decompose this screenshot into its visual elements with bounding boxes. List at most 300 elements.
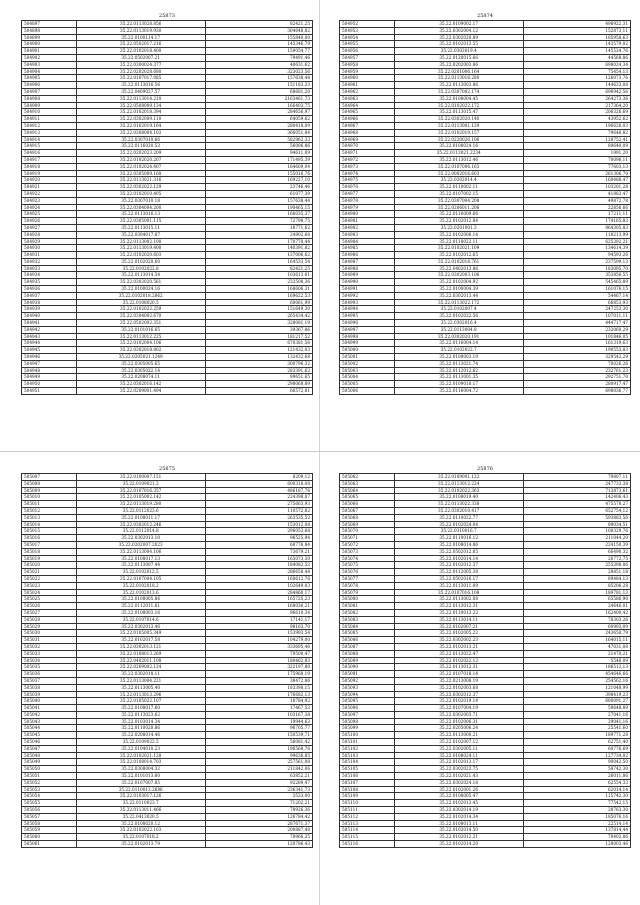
registry-number: 505052	[22, 779, 77, 786]
table-row	[340, 252, 631, 259]
cadastral-number: 35.22.0202028.680	[76, 68, 205, 75]
registry-number: 505069	[340, 521, 395, 528]
cadastral-number: 35.22.0109001.122	[394, 474, 523, 481]
registry-number: 504981	[340, 218, 395, 225]
cadastral-value: 698024,34	[523, 61, 630, 68]
cadastral-value: 166035,37	[205, 211, 312, 218]
table-row	[22, 732, 313, 739]
cadastral-number: 35.22.0113019.400	[76, 245, 205, 252]
registry-number: 504958	[340, 61, 395, 68]
cadastral-value: 18784,92	[205, 698, 312, 705]
table-row	[340, 745, 631, 752]
registry-number: 505046	[22, 739, 77, 746]
cadastral-number: 35.22.0102013.21	[394, 643, 523, 650]
cadastral-value: 224398,07	[205, 494, 312, 501]
cadastral-number: 35.22.0100004.39	[394, 286, 523, 293]
cadastral-value: 39367,86	[205, 326, 312, 333]
cadastral-value: 304648,82	[205, 27, 312, 34]
table-row	[22, 643, 313, 650]
cadastral-number: 35.22.0113012.31	[394, 664, 523, 671]
cadastral-value: 120786,43	[205, 841, 312, 848]
registry-number: 505088	[340, 650, 395, 657]
cadastral-value: 18771,62	[205, 224, 312, 231]
cadastral-number: 35.22.0107006.163	[394, 163, 523, 170]
cadastral-value: 72798,75	[205, 218, 312, 225]
cadastral-value: 89484,13	[523, 575, 630, 582]
cadastral-number: 35.22.0103014.34	[76, 718, 205, 725]
cadastral-number: 35.22.0213008.19	[394, 677, 523, 684]
cadastral-number: 35.22.0202007.2023	[76, 541, 205, 548]
cadastral-number: 35.22.0205006.24	[394, 725, 523, 732]
table-row	[340, 360, 631, 367]
cadastral-number: 35.22.0102019.157	[394, 129, 523, 136]
cadastral-number: 35.22.0102014.14	[394, 555, 523, 562]
cadastral-number: 35.22.0102019.14	[394, 698, 523, 705]
cadastral-value: 68681,20	[205, 88, 312, 95]
registry-number: 505012	[22, 507, 77, 514]
register-table	[21, 473, 313, 848]
cadastral-number: 35.22.0102019.164	[76, 122, 205, 129]
cadastral-value: 66853,93	[523, 299, 630, 306]
table-row	[340, 340, 631, 347]
cadastral-number: 35.22.0113012.31	[394, 603, 523, 610]
table-row	[22, 286, 313, 293]
cadastral-number: 35.22.0307010.18	[76, 197, 205, 204]
cadastral-number: 35.22.0305001.115	[76, 218, 205, 225]
table-row	[22, 340, 313, 347]
table-row	[340, 555, 631, 562]
registry-number: 505031	[22, 637, 77, 644]
registry-number: 505043	[22, 718, 77, 725]
cadastral-number: 35.22.0113004.8	[394, 326, 523, 333]
table-row	[22, 68, 313, 75]
cadastral-number: 35.22.0302013.46	[76, 623, 205, 630]
registry-number: 505081	[340, 603, 395, 610]
table-row	[340, 786, 631, 793]
table-row	[340, 41, 631, 48]
cadastral-value: 41883,47	[523, 190, 630, 197]
table-row	[340, 603, 631, 610]
cadastral-number: 35.22.0102020.60	[76, 258, 205, 265]
cadastral-number: 35.22.0102018.394	[76, 109, 205, 116]
table-row	[340, 501, 631, 508]
cadastral-number: 35.22.0103017.126	[76, 793, 205, 800]
cadastral-number: 35.22.0208074.11	[76, 374, 205, 381]
cadastral-number: 35.22.0304017.87	[76, 231, 205, 238]
cadastral-value: 185076,16	[523, 813, 630, 820]
cadastral-number: 35.22.0107014.6	[76, 616, 205, 623]
registry-number: 505057	[22, 813, 77, 820]
cadastral-number: 35.22.0002016.603	[394, 170, 523, 177]
cadastral-value: 670381,56	[205, 340, 312, 347]
registry-number: 504996	[340, 320, 395, 327]
cadastral-value: 127734,02	[523, 752, 630, 759]
registry-number: 505048	[22, 752, 77, 759]
table-row	[22, 575, 313, 582]
table-row	[22, 143, 313, 150]
cadastral-number: 35.22.0113014.54	[76, 272, 205, 279]
registry-number: 504929	[22, 238, 77, 245]
cadastral-value: 62554,33	[523, 779, 630, 786]
table-row	[22, 773, 313, 780]
cadastral-number: 35.22.0302013.10	[76, 535, 205, 542]
cadastral-value: 102649,03	[205, 582, 312, 589]
cadastral-number: 35.22.0108014.703	[76, 759, 205, 766]
cadastral-number: 35.22.0302003.106	[394, 272, 523, 279]
registry-number: 504991	[340, 286, 395, 293]
table-row	[340, 766, 631, 773]
cadastral-number: 35.22.0107018.14	[394, 671, 523, 678]
cadastral-value: 153012,08	[205, 521, 312, 528]
registry-number: 504937	[22, 292, 77, 299]
table-row	[22, 48, 313, 55]
registry-number: 504956	[340, 48, 395, 55]
cadastral-number: 35.22.0109002.17	[394, 21, 523, 28]
table-row	[22, 705, 313, 712]
table-row	[340, 677, 631, 684]
cadastral-value: 22514,14	[523, 820, 630, 827]
registry-number: 504975	[340, 177, 395, 184]
cadastral-number: 35.22.0108005.86	[76, 596, 205, 603]
cadastral-value: 261306,70	[523, 170, 630, 177]
table-row	[22, 684, 313, 691]
cadastral-number: 35.22.0107018.2	[76, 834, 205, 841]
cadastral-number: 35.22.0113019.930	[76, 27, 205, 34]
cadastral-value: 92289,47	[205, 779, 312, 786]
cadastral-value: 296053,68	[205, 528, 312, 535]
cadastral-value: 161319,63	[523, 340, 630, 347]
cadastral-value: 155016,76	[205, 170, 312, 177]
cadastral-number: 35.22.0302012.37	[394, 691, 523, 698]
register-table	[339, 20, 631, 395]
cadastral-value: 2163461,73	[205, 95, 312, 102]
registry-number: 504965	[340, 109, 395, 116]
cadastral-value: 101846,05	[523, 333, 630, 340]
cadastral-number: 35.22.0110016.12	[394, 535, 523, 542]
table-row	[340, 27, 631, 34]
table-row	[22, 671, 313, 678]
cadastral-number: 35.22.0102012.65	[394, 252, 523, 259]
table-row	[22, 224, 313, 231]
cadastral-number: 35.22.0102012.21	[394, 834, 523, 841]
registry-number: 504977	[340, 190, 395, 197]
cadastral-value: 233508,36	[205, 279, 312, 286]
table-row	[22, 480, 313, 487]
registry-number: 505025	[22, 596, 77, 603]
table-row	[340, 224, 631, 231]
cadastral-number: 35.22.0102022.363	[394, 487, 523, 494]
cadastral-value: 243650,79	[523, 630, 630, 637]
cadastral-number: 35.22.0413020.5	[76, 813, 205, 820]
table-row	[22, 650, 313, 657]
cadastral-value: 322197,80	[205, 664, 312, 671]
table-row	[340, 258, 631, 265]
cadastral-value: 160612,76	[205, 575, 312, 582]
registry-number: 505087	[340, 643, 395, 650]
registry-number: 504934	[22, 272, 77, 279]
table-row	[340, 231, 631, 238]
cadastral-number: 35.22.0113005.40	[76, 684, 205, 691]
cadastral-number: 35.22.0113013.296	[76, 691, 205, 698]
registry-number: 505018	[22, 548, 77, 555]
table-row	[340, 637, 631, 644]
cadastral-number: 35.22.0107016.357	[76, 487, 205, 494]
table-row	[340, 211, 631, 218]
table-row	[340, 388, 631, 395]
table-row	[22, 95, 313, 102]
registry-number: 504954	[340, 34, 395, 41]
cadastral-value: 96525,94	[205, 535, 312, 542]
cadastral-number: 35.22.0102017.58	[76, 637, 205, 644]
cadastral-number: 35.22.0110002.11	[394, 184, 523, 191]
cadastral-value: 333695,46	[205, 643, 312, 650]
cadastral-value: 24902,68	[205, 231, 312, 238]
table-row	[340, 841, 631, 848]
registry-number: 504900	[22, 41, 77, 48]
cadastral-value: 96705,77	[205, 725, 312, 732]
table-row	[22, 779, 313, 786]
registry-number: 504967	[340, 122, 395, 129]
table-row	[340, 54, 631, 61]
cadastral-number: 35.22.0302022.129	[76, 184, 205, 191]
table-row	[22, 184, 313, 191]
cadastral-number: 35.22.0108003.16	[76, 609, 205, 616]
cadastral-value: 165725,23	[205, 596, 312, 603]
cadastral-number: 35.22.0205021.1249	[76, 354, 205, 361]
table-row	[340, 136, 631, 143]
register-table	[339, 473, 631, 848]
table-row	[22, 258, 313, 265]
registry-number: 505101	[340, 739, 395, 746]
table-row	[22, 711, 313, 718]
cadastral-number: 35.22.0100114.17	[76, 34, 205, 41]
registry-number: 505106	[340, 773, 395, 780]
registry-number: 505098	[340, 718, 395, 725]
cadastral-number: 35.22.0102013.55	[394, 41, 523, 48]
registry-number: 505008	[22, 480, 77, 487]
cadastral-number: 35.22.0102021.43	[394, 773, 523, 780]
cadastral-number: 35.22.0502007.21	[76, 54, 205, 61]
registry-number: 505042	[22, 711, 77, 718]
cadastral-number: 35.22.0113021.316	[76, 177, 205, 184]
table-row	[22, 494, 313, 501]
cadastral-number: 35.22.0110013.2686	[76, 786, 205, 793]
registry-number: 505077	[340, 575, 395, 582]
table-row	[340, 671, 631, 678]
registry-number: 505068	[340, 514, 395, 521]
table-row	[340, 116, 631, 123]
cadastral-value: 70096,11	[523, 156, 630, 163]
table-row	[340, 535, 631, 542]
cadastral-number: 35.22.0102018.2	[76, 582, 205, 589]
cadastral-number: 35.22.0102022.172	[394, 102, 523, 109]
cadastral-number: 35.22.0302016.142	[76, 381, 205, 388]
registry-number: 505105	[340, 766, 395, 773]
cadastral-value: 164533,54	[205, 258, 312, 265]
cadastral-number: 35.22.0304002.670	[76, 313, 205, 320]
cadastral-value: 60993,09	[523, 623, 630, 630]
table-row	[340, 779, 631, 786]
cadastral-number: 35.22.0307002.174	[394, 88, 523, 95]
table-row	[340, 562, 631, 569]
page-divider-vertical	[319, 0, 320, 905]
registry-number: 505107	[340, 779, 395, 786]
cadastral-number: 35.22.0220026.106	[394, 136, 523, 143]
cadastral-number: 35.22.0107017.085	[76, 75, 205, 82]
table-row	[340, 197, 631, 204]
registry-number: 505060	[22, 834, 77, 841]
table-row	[340, 827, 631, 834]
table-row	[340, 190, 631, 197]
cadastral-number: 35.22.0100007.151	[76, 474, 205, 481]
table-row	[340, 170, 631, 177]
cadastral-value: 85206,28	[523, 582, 630, 589]
cadastral-value: 625392,21	[523, 238, 630, 245]
registry-number: 504917	[22, 156, 77, 163]
cadastral-value: 28851,18	[523, 569, 630, 576]
table-row	[340, 129, 631, 136]
cadastral-value: 79646,82	[523, 129, 630, 136]
registry-number: 504943	[22, 333, 77, 340]
registry-number: 505114	[340, 827, 395, 834]
registry-number: 504907	[22, 88, 77, 95]
table-row	[22, 637, 313, 644]
cadastral-value: 713873,61	[523, 487, 630, 494]
registry-number: 504922	[22, 190, 77, 197]
registry-number: 504995	[340, 313, 395, 320]
page-title: 25876	[477, 466, 493, 472]
cadastral-number: 35.22.0113011.466	[76, 807, 205, 814]
registry-number: 505075	[340, 562, 395, 569]
cadastral-value: 600318,08	[205, 480, 312, 487]
registry-number: 504944	[22, 340, 77, 347]
cadastral-number: 35.22.0102024.407	[76, 163, 205, 170]
cadastral-value: 329542,29	[523, 354, 630, 361]
table-row	[340, 800, 631, 807]
cadastral-value: 70026,26	[523, 360, 630, 367]
cadastral-value: 58742,30	[523, 766, 630, 773]
cadastral-number: 35.22.0201001.3	[394, 224, 523, 231]
table-row	[340, 691, 631, 698]
cadastral-number: 35.22.0102021.128	[76, 752, 205, 759]
cadastral-value: 153993,54	[205, 630, 312, 637]
table-row	[340, 664, 631, 671]
cadastral-number: 35.22.0302018.11	[76, 671, 205, 678]
table-row	[340, 21, 631, 28]
cadastral-number: 35.22.0108013.269	[76, 650, 205, 657]
registry-number: 505021	[22, 569, 77, 576]
table-row	[340, 102, 631, 109]
cadastral-number: 35.22.0108013.11	[394, 820, 523, 827]
register-page-3	[21, 465, 313, 848]
registry-number: 505034	[22, 657, 77, 664]
table-row	[22, 238, 313, 245]
cadastral-number: 35.22.0305022.14	[76, 367, 205, 374]
registry-number: 504923	[22, 197, 77, 204]
cadastral-value: 162400,42	[523, 609, 630, 616]
registry-number: 504901	[22, 48, 77, 55]
registry-number: 504957	[340, 54, 395, 61]
table-row	[22, 354, 313, 361]
cadastral-value: 166403,75	[205, 102, 312, 109]
registry-number: 504916	[22, 150, 77, 157]
cadastral-value: 263535,52	[205, 514, 312, 521]
cadastral-value: 3533,00	[205, 793, 312, 800]
cadastral-value: 5546,09	[523, 657, 630, 664]
registry-number: 505109	[340, 793, 395, 800]
cadastral-value: 82421,25	[205, 21, 312, 28]
table-row	[340, 575, 631, 582]
cadastral-number: 35.22.0102013.17	[394, 759, 523, 766]
registry-number: 505023	[22, 582, 77, 589]
cadastral-value: 283391,62	[205, 367, 312, 374]
table-row	[22, 279, 313, 286]
cadastral-value: 200887,48	[205, 827, 312, 834]
cadastral-value: 26011,86	[523, 773, 630, 780]
table-row	[22, 374, 313, 381]
table-row	[340, 807, 631, 814]
cadastral-number: 35.22.0113012.224	[394, 480, 523, 487]
cadastral-number: 35.22.0102018.761	[394, 258, 523, 265]
registry-number: 504994	[340, 306, 395, 313]
register-page-1	[21, 12, 313, 395]
cadastral-number: 35.22.0102014.34	[394, 813, 523, 820]
cadastral-value: 1991,20	[523, 150, 630, 157]
cadastral-value: 151183,33	[205, 82, 312, 89]
registry-number: 504947	[22, 360, 77, 367]
table-row	[22, 313, 313, 320]
registry-number: 504927	[22, 224, 77, 231]
cadastral-value: 181217,52	[205, 333, 312, 340]
table-row	[22, 834, 313, 841]
cadastral-value: 98163,70	[205, 623, 312, 630]
table-row	[22, 800, 313, 807]
cadastral-value: 21470,21	[523, 650, 630, 657]
registry-number: 504940	[22, 313, 77, 320]
cadastral-value: 217364,20	[523, 102, 630, 109]
registry-number: 504948	[22, 367, 77, 374]
table-row	[22, 41, 313, 48]
table-row	[340, 143, 631, 150]
registry-number: 504949	[22, 374, 77, 381]
registry-number: 504905	[22, 75, 77, 82]
registry-number: 505111	[340, 807, 395, 814]
cadastral-number: 35.22.0502016.17	[394, 575, 523, 582]
cadastral-value: 54467,14	[523, 292, 630, 299]
registry-number: 504973	[340, 163, 395, 170]
cadastral-number: 35.22.0112011.61	[76, 603, 205, 610]
registry-number: 504966	[340, 116, 395, 123]
cadastral-number: 35.22.0109022.5	[76, 739, 205, 746]
cadastral-number: 35.22.0302003.71	[394, 711, 523, 718]
registry-number: 504906	[22, 82, 77, 89]
table-row	[22, 677, 313, 684]
registry-number: 505045	[22, 732, 77, 739]
cadastral-number: 35.22.0302019.4	[394, 48, 523, 55]
cadastral-number: 35.22.0102014.50	[394, 827, 523, 834]
registry-number: 505033	[22, 650, 77, 657]
registry-number: 505062	[340, 474, 395, 481]
cadastral-value: 8209,12	[205, 474, 312, 481]
cadastral-value: 169227,10	[205, 177, 312, 184]
cadastral-number: 35.22.0113014.11	[394, 616, 523, 623]
cadastral-number: 35.22.0302020.89	[394, 34, 523, 41]
cadastral-value: 284656,97	[205, 109, 312, 116]
cadastral-value: 398419,23	[523, 691, 630, 698]
table-row	[340, 541, 631, 548]
table-row	[340, 589, 631, 596]
registry-number: 504919	[22, 170, 77, 177]
